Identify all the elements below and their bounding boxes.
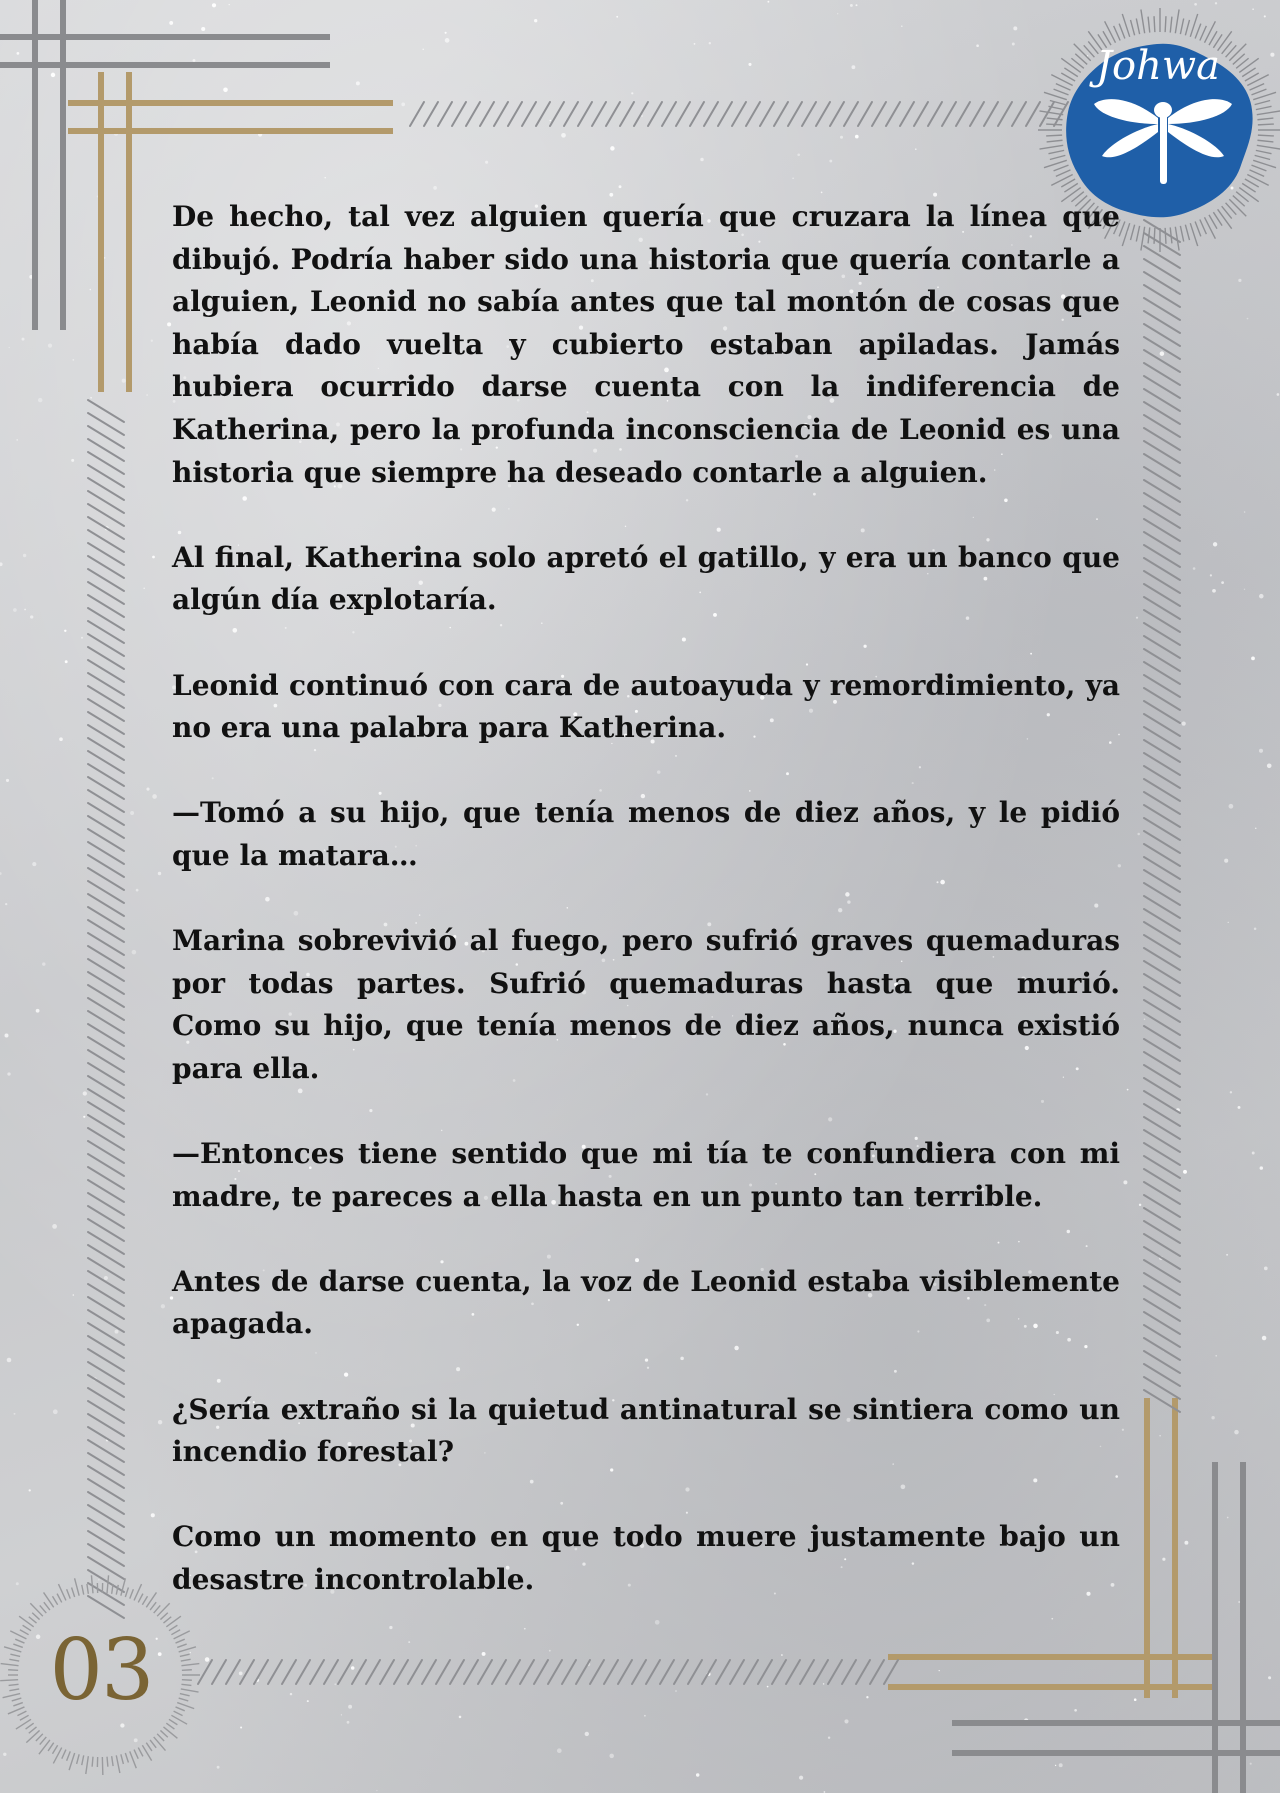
- paragraph: Marina sobrevivió al fuego, pero sufrió graves quemaduras por todas partes. Sufrió quemaduras hasta que murió. Como su hijo, que tenía menos de diez años, nunca existió para ella.: [172, 924, 1120, 1085]
- paragraph: Antes de darse cuenta, la voz de Leonid estaba visiblemente apagada.: [172, 1264, 1120, 1341]
- body-text: [172, 196, 1120, 1644]
- paragraph: Como un momento en que todo muere justamente bajo un desastre incontrolable.: [172, 1520, 1120, 1596]
- logo-wordmark: Johwa: [1096, 43, 1220, 89]
- paragraph: ¿Sería extraño si la quietud antinatural se sintiera como un incendio forestal?: [172, 1392, 1120, 1469]
- paragraph: —Entonces tiene sentido que mi tía te confundiera con mi madre, te pareces a ella hasta en un punto tan terrible.: [172, 1137, 1120, 1213]
- paragraph: Al final, Katherina solo apretó el gatillo, y era un banco que algún día explotaría.: [172, 540, 1120, 617]
- page-number: 03: [49, 1621, 153, 1719]
- paragraph: —Tomó a su hijo, que tenía menos de diez años, y le pidió que la matara…: [172, 796, 1120, 872]
- paragraph: Leonid continuó con cara de autoayuda y remordimiento, ya no era una palabra para Katherina.: [172, 668, 1120, 745]
- paragraph: De hecho, tal vez alguien quería que cruzara la línea que dibujó. Podría haber sido una historia que quería contarle a alguien, Leonid no sabía antes que tal montón de cosas que había dado vuelta y cubierto estaban apiladas. Jamás hubiera ocurrido darse cuenta con la indiferencia de Katherina, pero la profunda inconsciencia de Leonid es una historia que siempre ha deseado contarle a alguien.: [172, 200, 1120, 489]
